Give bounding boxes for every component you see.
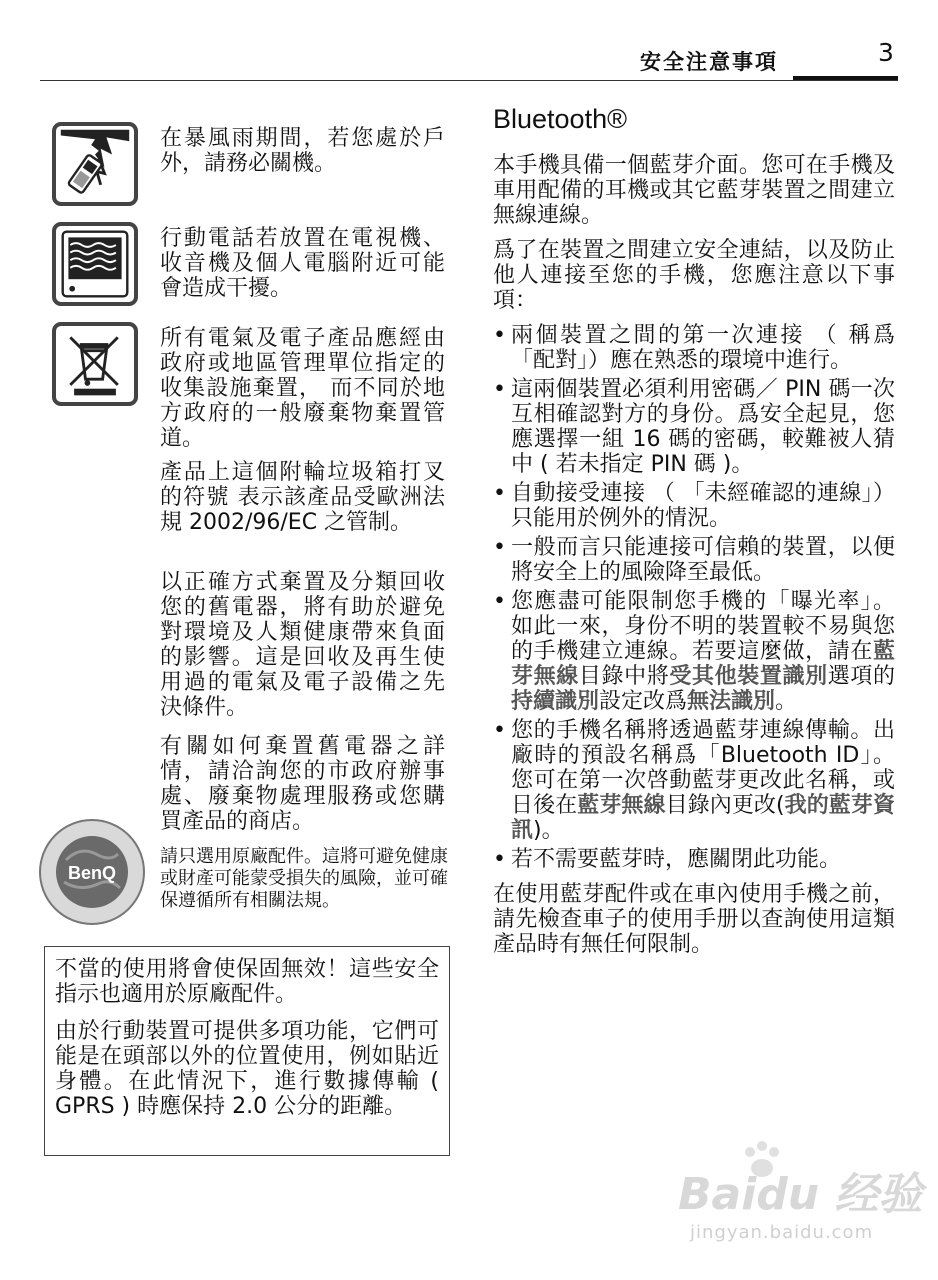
seal-brand-text: BenQ xyxy=(67,863,117,883)
benq-original-accessory-seal xyxy=(36,816,148,928)
bluetooth-closing-text: 在使用藍芽配件或在車內使用手機之前，請先檢查車子的使用手册以查詢使用這類產品時有無任何限制。 xyxy=(493,882,895,957)
tip-text: 。 xyxy=(775,689,798,714)
menu-name-bluetooth: 藍芽無線 xyxy=(511,639,895,689)
interference-warning-text: 行動電話若放置在電視機、收音機及個人電腦附近可能會造成干擾。 xyxy=(160,226,445,301)
bluetooth-secure-intro: 爲了在裝置之間建立安全連結，以及防止他人連接至您的手機，您應注意以下事項： xyxy=(493,238,895,313)
list-item xyxy=(493,718,895,843)
original-accessories-note: 請只選用原廠配件。這將可避免健康或財產可能蒙受損失的風險，並可確保遵循所有相關法規。 xyxy=(160,846,448,911)
bluetooth-section-body xyxy=(493,153,895,967)
list-item: • 一般而言只能連接可信賴的裝置，以便將安全上的風險降至最低。 xyxy=(493,535,895,585)
list-item: • 自動接受連接 （ 「未經確認的連線」）只能用於例外的情況。 xyxy=(493,481,895,531)
value-not-visible: 無法識別 xyxy=(687,689,776,714)
page-number: 3 xyxy=(878,38,894,67)
list-item: • 這兩個裝置必須利用密碼／ PIN 碼一次互相確認對方的身份。爲安全起見，您應選擇一組 16 碼的密碼，較難被人猜中 ( 若未指定 PIN 碼 )。 xyxy=(493,377,895,477)
list-item: • 若不需要藍芽時，應關閉此功能。 xyxy=(493,847,895,872)
warranty-warning-box xyxy=(44,946,450,1156)
tip-text: 目錄內更改( xyxy=(665,793,785,818)
bluetooth-tips-list xyxy=(493,323,895,872)
header-accent-bar xyxy=(793,76,898,80)
tip-text: 您的手機名稱將透過藍芽連線傳輸。出廠時的預設名稱爲「Bluetooth ID」。您可在第一次啓動藍芽更改此名稱，或日後在 xyxy=(511,718,895,818)
menu-name-bluetooth: 藍芽無線 xyxy=(577,793,666,818)
disposal-info-text: 有關如何棄置舊電器之詳情，請洽詢您的市政府辦事處、廢棄物處理服務或您購買產品的商店。 xyxy=(160,734,445,834)
warranty-warning-text: 不當的使用將會使保固無效！這些安全指示也適用於原廠配件。 xyxy=(55,957,439,1007)
tv-interference-icon xyxy=(52,222,138,306)
correct-disposal-text: 以正確方式棄置及分類回收您的舊電器，將有助於避免對環境及人類健康帶來負面的影響。這是回收及再生使用過的電氣及電子設備之先決條件。 xyxy=(160,570,445,720)
option-visibility: 受其他裝置識別 xyxy=(669,664,828,689)
tip-text: 目錄中將 xyxy=(578,664,670,689)
header-rule xyxy=(40,80,898,81)
value-always-visible: 持續識別 xyxy=(511,689,600,714)
page-header-title: 安全注意事項 xyxy=(640,50,778,74)
bluetooth-intro: 本手機具備一個藍芽介面。您可在手機及 車用配備的耳機或其它藍芽裝置之間建立無線連線。 xyxy=(493,153,895,228)
tip-text: 選項的 xyxy=(827,664,895,689)
menu-item-my-bluetooth-info: 我的藍芽資訊 xyxy=(511,793,895,843)
crossed-bin-icon xyxy=(52,322,138,406)
list-item: • 兩個裝置之間的第一次連接 （ 稱爲「配對」）應在熟悉的環境中進行。 xyxy=(493,323,895,373)
storm-warning-text: 在暴風雨期間，若您處於戶外，請務必關機。 xyxy=(160,126,445,176)
tip-text: )。 xyxy=(533,818,564,843)
tip-text: 您應盡可能限制您手機的「曝光率」。如此一來，身份不明的裝置較不易與您的手機建立連線。若要這麼做，請在 xyxy=(511,589,895,664)
bin-symbol-text: 產品上這個附輪垃圾箱打叉的符號 表示該產品受歐洲法規 2002/96/EC 之管制。 xyxy=(160,460,445,535)
watermark-url: jingyan.baidu.com xyxy=(690,1222,874,1243)
baidu-jingyan-watermark: Baidu 经验 xyxy=(678,1169,923,1220)
tip-text: 設定改爲 xyxy=(599,689,688,714)
bluetooth-section-title: Bluetooth® xyxy=(493,104,627,134)
body-distance-text: 由於行動裝置可提供多項功能，它們可能是在頭部以外的位置使用，例如貼近身體。在此情況下，進行數據傳輸 ( GPRS ) 時應保持 2.0 公分的距離。 xyxy=(55,1019,439,1119)
disposal-text: 所有電氣及電子產品應經由政府或地區管理單位指定的收集設施棄置， 而不同於地方政府的一般廢棄物棄置管道。 xyxy=(160,326,445,451)
list-item xyxy=(493,589,895,714)
lightning-phone-icon xyxy=(52,122,138,206)
